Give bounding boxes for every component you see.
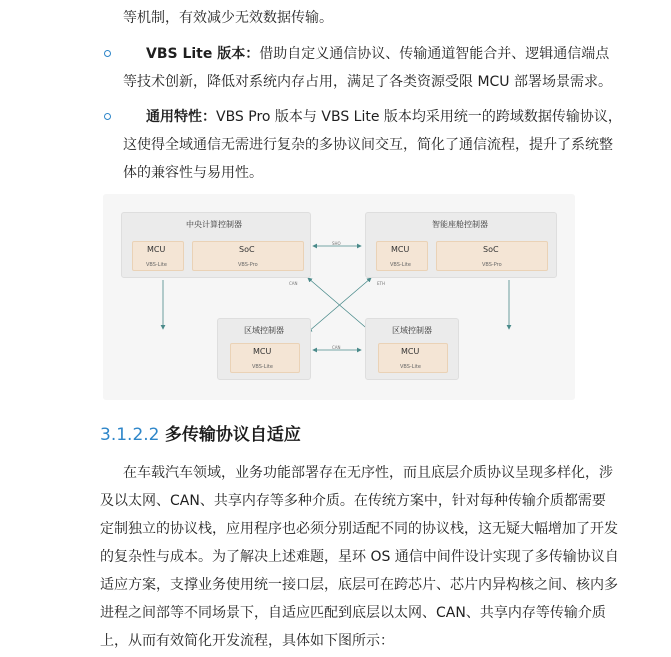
controller-title: 区域控制器 — [244, 326, 284, 335]
zone-controller-right — [365, 318, 459, 380]
chip-sublabel: VBS-Lite — [390, 262, 411, 268]
architecture-diagram — [103, 194, 575, 400]
mcu-chip — [132, 241, 184, 271]
chip-sublabel: VBS-Lite — [252, 364, 273, 370]
chip-label: MCU — [391, 245, 410, 254]
body-line: 的复杂性与成本。为了解决上述难题，星环 OS 通信中间件设计实现了多传输协议自 — [100, 549, 619, 565]
chip-label: MCU — [253, 347, 272, 356]
bullet-text: 借助自定义通信协议、传输通道智能合并、逻辑通信端点 — [259, 46, 610, 62]
bullet-line: 等技术创新，降低对系统内存占用，满足了各类资源受限 MCU 部署场景需求。 — [123, 74, 612, 90]
chip-label: MCU — [401, 347, 420, 356]
section-heading — [100, 424, 301, 446]
body-line: 适应方案，支撑业务使用统一接口层，底层可在跨芯片、芯片内异构核之间、核内多 — [100, 577, 618, 593]
edge-label: CAN — [289, 281, 298, 286]
section-title: 多传输协议自适应 — [164, 425, 301, 445]
bullet-label: VBS Lite 版本： — [146, 46, 260, 62]
controller-title: 智能座舱控制器 — [432, 220, 488, 229]
chip-sublabel: VBS-Pro — [238, 262, 258, 268]
bullet-icon — [104, 113, 111, 120]
cockpit-controller — [365, 212, 557, 278]
controller-title: 中央计算控制器 — [186, 220, 242, 229]
bullet-line: 这使得全域通信无需进行复杂的多协议间交互，简化了通信流程，提升了系统整 — [123, 137, 613, 153]
chip-label: SoC — [239, 245, 255, 254]
section-number: 3.1.2.2 — [100, 425, 160, 445]
mcu-chip — [376, 241, 428, 271]
body-line: 在车载汽车领域，业务功能部署存在无序性，而且底层介质协议呈现多样化，涉 — [123, 465, 613, 481]
mcu-chip — [230, 343, 300, 373]
controller-title: 区域控制器 — [392, 326, 432, 335]
bullet-text: VBS Pro 版本与 VBS Lite 版本均采用统一的跨域数据传输协议， — [216, 109, 622, 125]
body-line: 及以太网、CAN、共享内存等多种介质。在传统方案中，针对每种传输介质都需要 — [100, 493, 606, 509]
chip-label: SoC — [483, 245, 499, 254]
edge-label: CAN — [332, 345, 341, 350]
edge-label: SHO — [332, 241, 341, 246]
soc-chip — [436, 241, 548, 271]
edge-label: ETH — [377, 281, 385, 286]
chip-label: MCU — [147, 245, 166, 254]
chip-sublabel: VBS-Lite — [146, 262, 167, 268]
chip-sublabel: VBS-Pro — [482, 262, 502, 268]
bullet-line — [146, 45, 609, 63]
chip-sublabel: VBS-Lite — [400, 364, 421, 370]
bullet-line — [146, 108, 622, 126]
soc-chip — [192, 241, 304, 271]
bullet-line: 体的兼容性与易用性。 — [123, 165, 263, 181]
body-line: 进程之间部等不同场景下，自适应匹配到底层以太网、CAN、共享内存等传输介质 — [100, 605, 606, 621]
body-line: 定制独立的协议栈，应用程序也必须分别适配不同的协议栈，这无疑大幅增加了开发 — [100, 521, 618, 537]
mcu-chip — [378, 343, 448, 373]
central-controller — [121, 212, 311, 278]
body-line: 上，从而有效简化开发流程，具体如下图所示： — [100, 633, 394, 649]
zone-controller-left — [217, 318, 311, 380]
bullet-label: 通用特性： — [146, 109, 216, 125]
paragraph-line: 等机制，有效减少无效数据传输。 — [123, 10, 333, 26]
bullet-icon — [104, 50, 111, 57]
